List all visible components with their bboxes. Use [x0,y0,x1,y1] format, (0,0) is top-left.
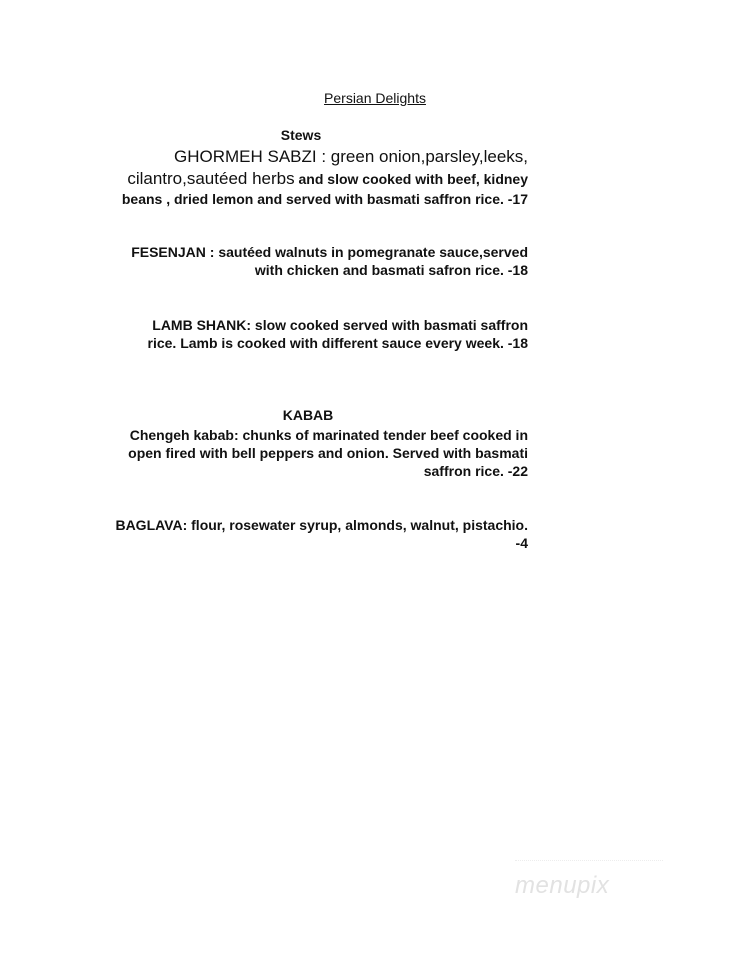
ghormeh-line-3: beans , dried lemon and served with basmati saffron rice. -17 [121,191,528,207]
watermark-rule [515,860,663,862]
chengeh-line-1: Chengeh kabab: chunks of marinated tender beef cooked in [129,427,528,443]
lamb-line-1: LAMB SHANK: slow cooked served with basmati saffron [152,317,528,333]
fesenjan-line-1: FESENJAN : sautéed walnuts in pomegranate sauce,served [131,244,528,260]
menu-item-lamb-shank [148,316,529,352]
menu-title: Persian Delights [324,90,426,106]
lamb-line-2: rice. Lamb is cooked with different sauce every week. -18 [147,335,528,351]
menu-item-fesenjan [131,243,528,279]
fesenjan-line-2: with chicken and basmati safron rice. -18 [254,262,528,278]
menu-item-chengeh-kabab [128,426,528,480]
ghormeh-name: GHORMEH SABZI : [174,147,327,166]
ghormeh-desc-2-large: cilantro,sautéed herbs [127,169,295,188]
baglava-line-2: -4 [515,535,528,551]
ghormeh-desc-1: green onion,parsley,leeks, [326,147,528,166]
chengeh-line-2: open fired with bell peppers and onion. Served with basmati [128,445,528,461]
ghormeh-line-2 [122,168,528,190]
menu-item-baglava [115,516,528,552]
kabab-heading: KABAB [282,407,334,423]
chengeh-line-3: saffron rice. -22 [423,463,528,479]
ghormeh-line-1 [122,146,528,168]
menupix-watermark: menupix [515,872,610,899]
stews-heading: Stews [280,127,322,143]
baglava-line-1: BAGLAVA: flour, rosewater syrup, almonds, walnut, pistachio. [115,517,528,533]
menu-item-ghormeh-sabzi [122,146,528,208]
ghormeh-desc-2-bold: and slow cooked with beef, kidney [294,171,528,187]
